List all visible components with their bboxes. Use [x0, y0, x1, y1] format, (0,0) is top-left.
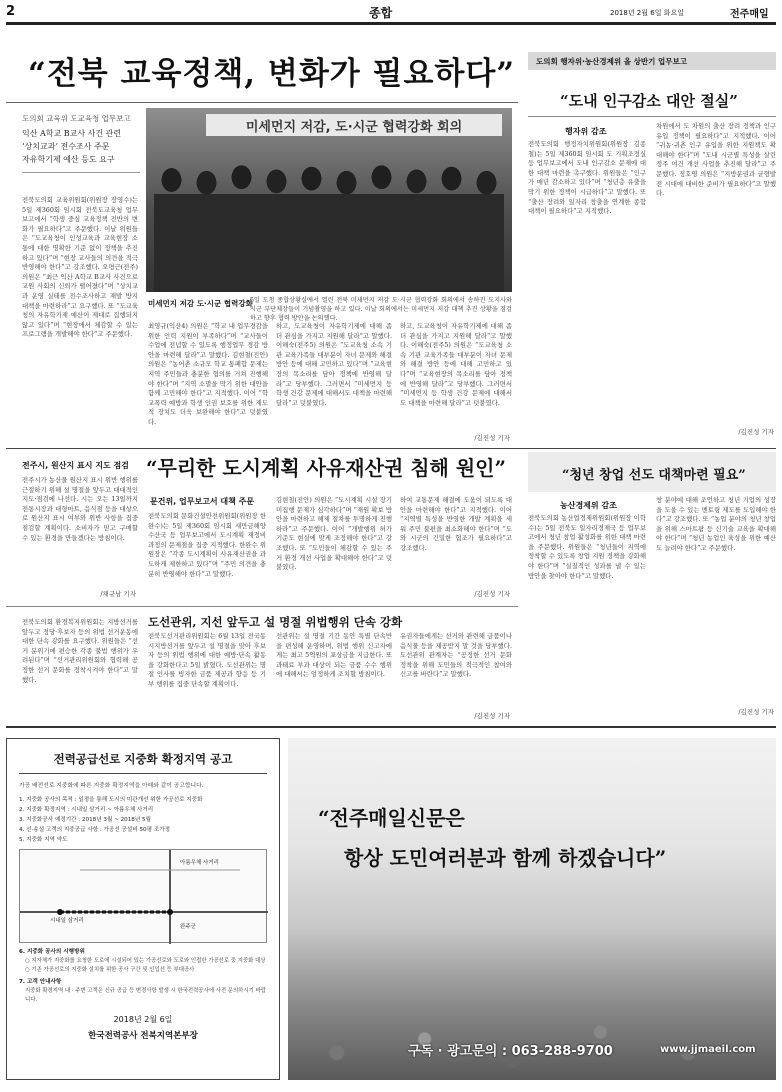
- mid-divider: [6, 448, 776, 449]
- second-article-col1: 전북도의회 문화건설안전위원회(위원장 한완수)는 5일 제360회 임시회 새만금해양수산국 등 업무보고에서 도시계획 재정비 과정의 문제점을 집중 지적했다. 한완수 위원장은 “각종 도시계획이 사유재산권을 과도하게 제한하고 있다”며 “주민 의견을 충분히 반영해야 한다”고 말했다.: [148, 512, 266, 578]
- meeting-banner: 미세먼지 저감, 도·시군 협력강화 회의: [206, 114, 502, 136]
- masthead-rule: [6, 22, 776, 25]
- main-kicker: 도의회 교육위 도교육청 업무보고: [22, 114, 131, 123]
- second-article-title: 문건위, 업무보고서 대책 주문: [150, 497, 255, 506]
- main-article-col1: 전북도의회 교육위원회(위원장 장영수)는 5일 제360회 임시회 전북도교육청 업무보고에서 “학생 중심 교육정책 전반의 변화가 필요하다”고 주문했다. 이날 위원들은 “도교육청이 인성교육과 교육현장 소통에 대한 명확한 기준 없이 정책을 추진하고 있다”며 “현장 교사들의 의견을 적극 반영해야 한다”고 강조했다. 오평근(전주) 의원은 “최근 익산 A학교 B교사 사건으로 교원 사회의 신뢰가 떨어졌다”며 “상치교과 운영 실태를 전수조사하고 재발 방지 대책을 마련하라”고 요구했다. 또 “도교육청의 자유학기제 예산이 제대로 집행되지 않고 있다”며 “현장에서 체감할 수 있는 프로그램을 개발해야 한다”고 주문했다.: [22, 196, 138, 339]
- right-subtitle-1: 행자위 감조: [565, 127, 607, 136]
- page-number: 2: [6, 4, 16, 19]
- main-subhead-1: 익산 A학교 B교사 사건 관련: [22, 129, 122, 138]
- photo-caption-text: 5일 도청 종합상황실에서 열린 전북 미세먼지 저감 도·시군 협력강화 회의에서 송하진 도지사와 시군 부단체장들이 기념촬영을 하고 있다. 이날 회의에서는 미세먼지 저감 대책 추진 상황을 점검하고 향후 협력 방안을 논의했다.: [250, 297, 512, 322]
- map-label-2: 시내일 삼거리: [50, 918, 84, 924]
- notice-item-1: 1. 지중화 공사의 목적 : 일정을 통해 도시의 미관개선 위한 가공선로 지중화: [19, 797, 203, 803]
- notice-item-3: 3. 지중화공사 예정기간 : 2018년 3월 ~ 2018년 5월: [19, 817, 151, 823]
- photo-caption-title: 미세먼지 저감 도·시군 협력강화: [148, 299, 253, 308]
- ad-divider: [6, 726, 776, 728]
- subhead-rule: [22, 172, 140, 173]
- paper-promo-ad: [288, 738, 776, 1080]
- main-article-col2: 최영규(익산4) 의원은 “학교 내 업무경감을 위한 인력 지원이 부족하다”며 “교사들이 수업에 전념할 수 있도록 행정업무 경감 방안을 마련해 달라”고 말했다. 김현철(진안) 의원은 “농어촌 소규모 학교 통폐합 문제는 지역 주민들과 충분한 협의를 거쳐 진행해야 한다”며 “지역 소멸을 막기 위한 대안을 함께 고민해야 한다”고 지적했다. 이어 “학교폭력 예방과 학생 인권 보호를 위한 제도적 장치도 더욱 보완해야 한다”고 덧붙였다.: [148, 322, 268, 426]
- brief-byline: /채규남 기자: [100, 590, 136, 598]
- main-article-col3: 하고, 도교육청이 자유학기제에 대해 좀 더 관심을 가지고 지원해 달라”고 말했다. 이해숙(전주5) 의원은 “도교육청 소속 기관 교육가족들 대부분이 자녀 문제와 해결 방안 등에 대해 고민하고 있다”며 “교육현장의 목소리를 담아 정책에 반영해 달라”고 당부했다. 그러면서 “미세먼지 등 학생 건강 문제에 대해서도 대책을 마련해 달라”고 덧붙였다.: [276, 322, 392, 407]
- right-headline-2: “청년 창업 선도 대책마련 필요”: [562, 468, 746, 483]
- right-text-1b: 차원에서 도 차원의 출산 장려 정책과 인구 유입 정책이 필요하다”고 지적했다. 이어 “귀농·귀촌 인구 유입을 위한 지원책도 확대해야 한다”며 “도내 시군별 특성을 살린 정주 여건 개선 사업을 추진해 달라”고 주문했다. 정호영 의원은 “지방분권과 균형발전 시대에 대비한 준비가 필요하다”고 말했다.: [656, 122, 776, 198]
- people-row: [154, 152, 504, 292]
- notice-item-2: 2. 지중화 확정지역 : 시내일 삼거리 ~ 아름우체 사거리: [19, 807, 154, 813]
- right-byline-2: /김진성 기자: [738, 708, 774, 716]
- notice-title-rule: [19, 773, 267, 774]
- main-subheads: [22, 127, 142, 166]
- third-col1: 전북도선거관리위원회는 6월 13일 전국동시지방선거를 앞두고 설 명절을 맞아 후보자 등의 위법 행위에 대한 예방·단속 활동을 강화한다고 5일 밝혔다. 도선관위는 명절 인사를 빙자한 금품 제공과 향응 등 기부 행위를 집중 단속할 계획이다.: [148, 632, 266, 688]
- notice-title: 전력공급선로 지중화 확정지역 공고: [53, 752, 233, 766]
- brief-title: 전주시, 원산지 표시 지도 점검: [22, 461, 129, 470]
- right-text-1a: 전북도의회 행정자치위원회(위원장 김종철)는 5일 제360회 임시회 도 기획조정실 등 업무보고에서 도내 인구감소 문제에 대한 대책 마련을 촉구했다. 위원들은 “인구가 매년 감소하고 있다”며 “청년층 유출을 막기 위한 정책이 시급하다”고 말했다. 또 “출산 장려와 일자리 창출을 연계한 종합 대책이 필요하다”고 지적했다.: [528, 140, 646, 216]
- notice-section7-title: 7. 고객 안내사항: [19, 979, 62, 985]
- third-left-text: 전북도의회 환경복지위원회는 지방선거를 앞두고 정당·후보자 등의 위법 선거운동에 대한 단속 강화를 요구했다. 위원들은 “선거 분위기에 편승한 각종 불법 행위가 우려된다”며 “선거관리위원회와 협력해 공정한 선거 문화를 정착시켜야 한다”고 말했다.: [22, 618, 138, 684]
- third-col2: 선관위는 설 명절 기간 동안 특별 단속반을 편성해 운영하며, 위법 행위 신고자에게는 최고 5억원의 포상금을 지급한다. 또 과태료 부과 대상이 되는 금품 수수 행위에 대해서는 엄정하게 조치할 방침이다.: [276, 632, 392, 679]
- notice-item-4: 4. 선·송설 고객의 지중공급 사항 : 가공선 공설비 50평 조가정: [19, 827, 170, 833]
- brief-text: 전주시가 농산물 원산지 표시 위반 행위를 근절하기 위해 설 명절을 앞두고 대대적인 지도·점검에 나선다. 시는 오는 13일까지 전통시장과 대형마트, 음식점 등을 대상으로 원산지 표시 여부와 위반 사항을 집중 점검할 계획이다. 소비자가 믿고 구매할 수 있는 환경을 만들겠다는 방침이다.: [22, 476, 138, 542]
- right-headline-1-rule: [528, 116, 776, 117]
- main-article-col4: 하고, 도교육청이 자유학기제에 대해 좀 더 관심을 가지고 지원해 달라”고 말했다. 이해숙(전주5) 의원은 “도교육청 소속 기관 교육가족들 대부분이 자녀 문제와 해결 방안 등에 대해 고민하고 있다”며 “교육현장의 목소리를 담아 정책에 반영해 달라”고 당부했다. 그러면서 “미세먼지 등 학생 건강 문제에 대해서도 대책을 마련해 달라”고 덧붙였다.: [400, 322, 512, 407]
- right-headline-2-box: [528, 452, 776, 492]
- right-top-label-text: 도의회 행자위·농산경제위 올 상반기 업무보고: [536, 57, 687, 66]
- right-subtitle-2: 농산경제위 감조: [560, 501, 617, 510]
- main-subhead-3: 자유학기제 예산 등도 요구: [22, 155, 115, 164]
- notice-section6-item-1: ○ 지자체가 지중화를 요청한 도로에 시설되어 있는 가공선로와 도로와 인접한 가공선로 중 지중화 대상: [25, 958, 266, 964]
- promo-contact: 구독 · 광고문의 : 063-288-9700: [408, 1044, 613, 1059]
- notice-section7-text: 지중화 확정지역 내 · 주변 고객은 신규 공급 등 변경사항 발생 시 한국전력공사에 사전 문의하시기 바랍니다.: [25, 988, 266, 1003]
- paper-name: 전주매일: [730, 9, 769, 20]
- main-headline: “전북 교육정책, 변화가 필요하다”: [28, 56, 516, 92]
- meeting-photo: [146, 108, 512, 292]
- right-text-2b: 창 분야에 대해 조언하고 청년 기업의 성장을 도울 수 있는 멘토링 제도를 도입해야 한다”고 강조했다. 또 “농업 분야의 청년 창업을 위해 스마트팜 등 신기술 교육을 확대해야 한다”며 “청년 농업인 육성을 위한 예산도 늘려야 한다”고 주문했다.: [656, 496, 776, 552]
- map-label-1: 아름우체 사거리: [180, 860, 219, 866]
- third-headline: 도선관위, 지선 앞두고 설 명절 위법행위 단속 강화: [148, 615, 403, 629]
- notice-section6-item-2: ○ 기존 가공선로의 지중화 설치를 위한 공사 구간 및 인입선 등 부대공사: [25, 966, 195, 973]
- right-top-label: [528, 52, 776, 70]
- right-headline-1: “도내 인구감소 대안 절실”: [560, 92, 738, 110]
- notice-section6-title: 6. 지중화 공사의 시행방위: [19, 949, 85, 955]
- third-divider: [6, 606, 518, 607]
- promo-line-2: 항상 도민여러분과 함께 하겠습니다”: [344, 846, 667, 870]
- second-article-byline: /김진성 기자: [474, 590, 510, 598]
- main-subhead-2: ‘상치교과’ 전수조사 주문: [22, 142, 110, 151]
- third-col3: 유권자들에게는 선거와 관련해 금품이나 음식물 등을 제공받지 말 것을 당부했다. 도선관위 관계자는 “공정한 선거 문화 정착을 위해 도민들의 적극적인 참여와 신고를 바란다”고 말했다.: [400, 632, 512, 679]
- section-label: 종합: [369, 6, 393, 20]
- main-article-byline: /김진성 기자: [474, 434, 510, 442]
- notice-map: [19, 849, 267, 943]
- third-byline: /김진성 기자: [474, 712, 510, 720]
- notice-item-5: 5. 지중화 지역 약도: [19, 837, 68, 843]
- second-article-col3: 하여 교통문제 해결에 도움이 되도록 대안을 마련해야 한다”고 지적했다. 이어 “지역별 특성을 반영한 개발 계획을 세워 주민 불편을 최소화해야 한다”며 “도와 시군의 긴밀한 협조가 필요하다”고 강조했다.: [400, 496, 512, 552]
- right-byline-1: /김진성 기자: [738, 428, 774, 436]
- notice-intro: 가공 배전선로 지중화에 따른 지중화 확정지역을 아래와 같이 공고합니다.: [19, 783, 204, 789]
- main-headline-rule: [6, 102, 518, 103]
- notice-date: 2018년 2월 6일: [113, 1015, 173, 1024]
- right-text-2a: 전북도의회 농산업경제위원회(위원장 이학수)는 5일 전북도 일자리경제국 등 업무보고에서 청년 창업 활성화를 위한 대책 마련을 주문했다. 위원들은 “청년들이 지역에 정착할 수 있도록 창업 지원 정책을 강화해야 한다”며 “실질적인 성과를 낼 수 있는 방안을 찾아야 한다”고 말했다.: [528, 514, 646, 580]
- promo-line-1: “전주매일신문은: [318, 806, 465, 830]
- promo-url: www.jjmaeil.com: [660, 1044, 756, 1055]
- second-headline: “무리한 도시계획 사유재산권 침해 원인”: [146, 456, 506, 480]
- road-map-icon: [20, 850, 268, 944]
- map-label-3: 완주군: [180, 924, 196, 930]
- issue-date: 2018년 2월 6일 화요일: [610, 9, 684, 17]
- second-article-col2: 김현철(진안) 의원은 “도시계획 시설 장기미집행 문제가 심각하다”며 “재원 확보 방안을 마련하고 해제 절차를 투명하게 진행하라”고 주문했다. 이어 “개발행위 허가 기준도 현실에 맞게 조정해야 한다”고 강조했다. 또 “도민들이 체감할 수 있는 주거 환경 개선 사업을 확대해야 한다”고 덧붙였다.: [276, 496, 392, 572]
- notice-org: 한국전력공사 전북지역본부장: [88, 1031, 198, 1041]
- notice-ad: [6, 738, 280, 1080]
